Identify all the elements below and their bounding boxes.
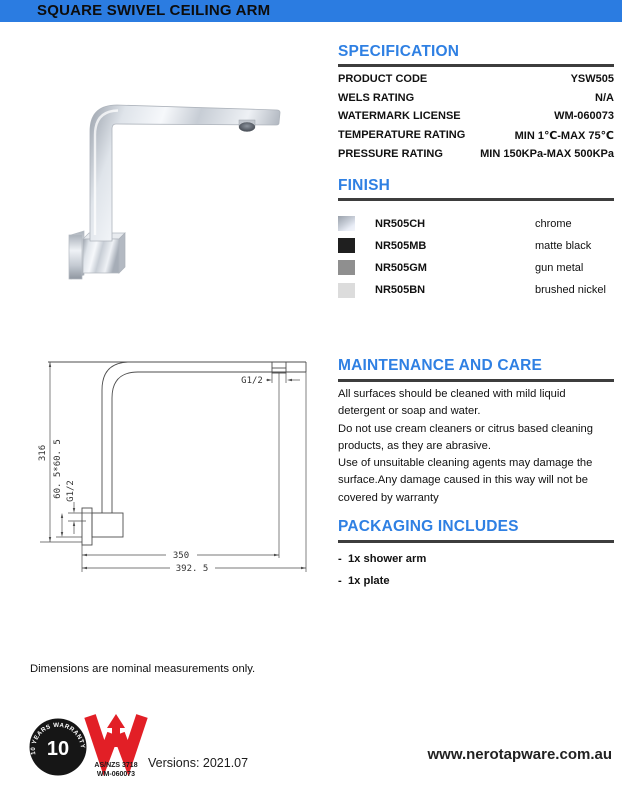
- finish-swatch-brushed-nickel: [338, 283, 355, 298]
- product-photo-image: [25, 45, 325, 310]
- maintenance-line: Use of unsuitable cleaning agents may damage the: [338, 457, 593, 470]
- maintenance-line: detergent or soap and water.: [338, 405, 481, 418]
- dimension-drawing: [30, 350, 320, 590]
- watermark-license: WM-060073: [96, 771, 136, 778]
- finish-rule: [338, 198, 614, 201]
- dim-plate-label: 60. 5*60. 5: [53, 439, 63, 499]
- finish-name: chrome: [535, 217, 572, 230]
- table-row: [338, 107, 614, 126]
- maintenance-line: surface.Any damage caused in this way will not be: [338, 474, 588, 487]
- watermark-standard: AS/NZS 3718: [94, 762, 138, 769]
- table-row: [338, 70, 614, 89]
- maintenance-text: [338, 386, 614, 507]
- watermark-logo: [84, 714, 148, 780]
- specification-table: [338, 70, 614, 163]
- finish-swatch-chrome: [338, 216, 355, 231]
- packaging-item: - 1x plate: [338, 575, 390, 587]
- finish-code: NR505CH: [375, 217, 426, 230]
- list-item: [338, 238, 614, 253]
- list-item: [338, 260, 614, 275]
- packaging-heading: PACKAGING INCLUDES: [338, 518, 519, 535]
- table-row: [338, 126, 614, 145]
- table-row: [338, 89, 614, 108]
- page-title: SQUARE SWIVEL CEILING ARM: [37, 2, 271, 19]
- spec-value: WM-060073: [554, 110, 614, 123]
- finish-heading: FINISH: [338, 177, 391, 194]
- spec-value: YSW505: [570, 73, 614, 86]
- packaging-rule: [338, 540, 614, 543]
- spec-label: PRODUCT CODE: [338, 73, 428, 86]
- list-item: [338, 283, 614, 298]
- product-photo: [25, 45, 325, 310]
- finish-code: NR505MB: [375, 239, 427, 252]
- finish-code: NR505BN: [375, 284, 426, 297]
- version-text: Versions: 2021.07: [148, 756, 249, 770]
- finish-name: matte black: [535, 239, 592, 252]
- dimensions-note: Dimensions are nominal measurements only.: [30, 663, 256, 675]
- finish-code: NR505GM: [375, 261, 427, 274]
- finish-name: gun metal: [535, 261, 584, 274]
- maintenance-line: Do not use cream cleaners or citrus based cleaning: [338, 422, 593, 435]
- spec-label: WATERMARK LICENSE: [338, 110, 461, 123]
- finish-swatch-matte-black: [338, 238, 355, 253]
- drawing-outline: [48, 362, 306, 545]
- header-bar: [0, 0, 622, 22]
- badge-arc-text: 10 YEARS WARRANTY: [29, 721, 87, 756]
- maintenance-line: products, as they are abrasive.: [338, 439, 491, 452]
- drawing-arrowheads: [49, 362, 306, 569]
- dim-thread-top-label: G1/2: [241, 376, 263, 386]
- spec-value: MIN 150KPa-MAX 500KPa: [480, 147, 614, 160]
- spec-value: MIN 1℃-MAX 75℃: [514, 129, 614, 142]
- watermark-w-icon: [90, 714, 142, 758]
- outlet-connector: [239, 120, 255, 132]
- wall-plate: [69, 231, 84, 279]
- list-item: [338, 216, 614, 231]
- packaging-item: - 1x shower arm: [338, 553, 427, 565]
- watermark-logo-image: [84, 714, 148, 780]
- dim-overall-label: 392. 5: [175, 564, 209, 574]
- badge-years-number: 10: [46, 738, 70, 760]
- website-link[interactable]: www.nerotapware.com.au: [427, 746, 612, 763]
- technical-drawing: [30, 350, 320, 590]
- specification-rule: [338, 64, 614, 67]
- maintenance-line: covered by warranty: [338, 491, 439, 504]
- table-row: [338, 144, 614, 163]
- warranty-badge: [27, 716, 89, 778]
- maintenance-heading: MAINTENANCE AND CARE: [338, 357, 543, 374]
- dim-height-label: 316: [38, 444, 48, 462]
- warranty-badge-image: [27, 716, 89, 778]
- specification-heading: SPECIFICATION: [338, 43, 460, 60]
- packaging-list: [338, 548, 614, 592]
- finish-name: brushed nickel: [535, 284, 606, 297]
- spec-label: WELS RATING: [338, 91, 415, 104]
- spec-label: PRESSURE RATING: [338, 147, 443, 160]
- dim-reach-label: 350: [172, 551, 190, 561]
- dim-thread-wall-label: G1/2: [66, 480, 76, 502]
- finish-swatch-gun-metal: [338, 260, 355, 275]
- finish-list: [338, 216, 614, 305]
- spec-value: N/A: [595, 91, 614, 104]
- maintenance-rule: [338, 379, 614, 382]
- drawing-extension-lines: [40, 362, 306, 572]
- maintenance-line: All surfaces should be cleaned with mild liquid: [338, 388, 566, 400]
- spec-label: TEMPERATURE RATING: [338, 129, 466, 142]
